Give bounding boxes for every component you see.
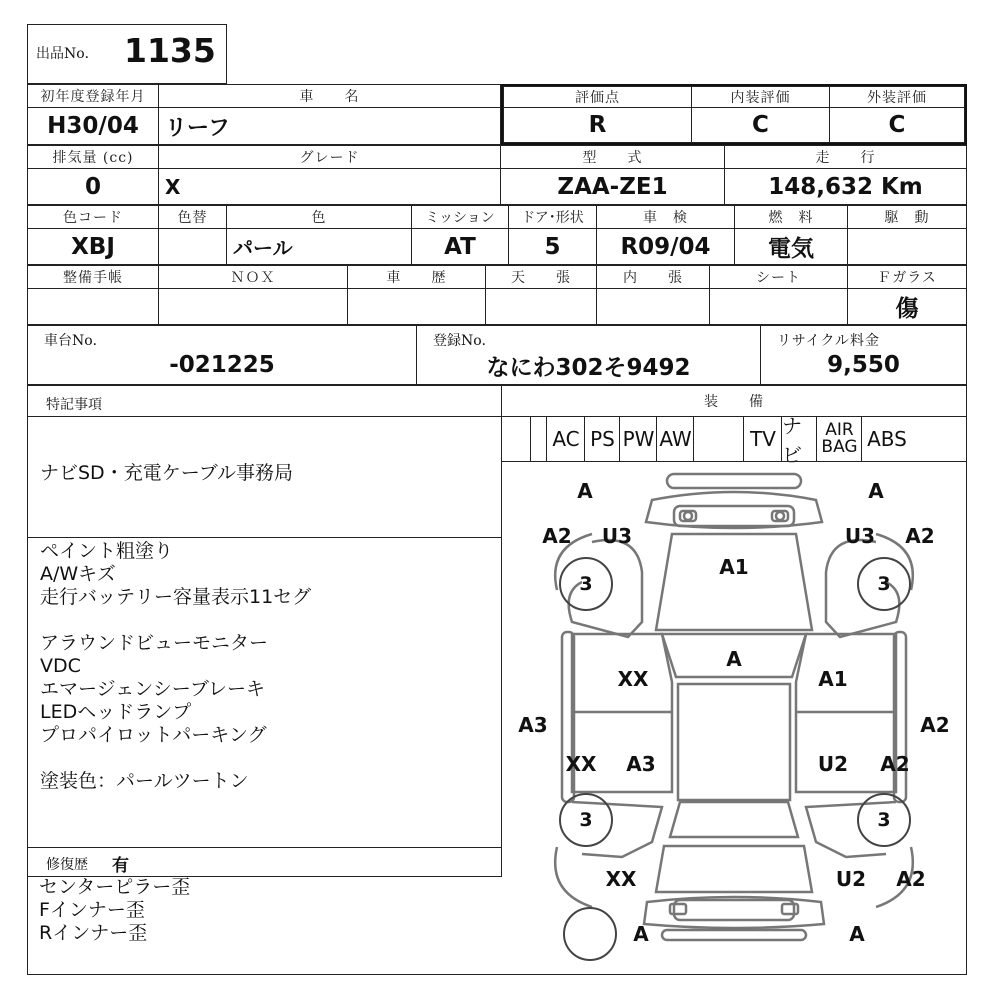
- exterior-label: 外装評価: [829, 86, 965, 108]
- spare-tire: [563, 907, 617, 961]
- equipment-item: AC: [546, 417, 585, 461]
- score-value: R: [503, 107, 692, 143]
- damage-mark: U2: [835, 867, 867, 891]
- maintenance-value: [27, 288, 159, 325]
- notes-box-2: [27, 537, 502, 848]
- damage-mark: A2: [920, 713, 950, 737]
- model-label: 型 式: [500, 145, 725, 169]
- chassis-cell: [27, 325, 417, 385]
- equipment-item: AIR BAG: [816, 417, 862, 461]
- mission-label: ミッション: [411, 205, 509, 229]
- door-value: 5: [508, 228, 597, 265]
- damage-mark: A2: [896, 867, 926, 891]
- damage-mark: U3: [844, 524, 876, 548]
- repair-label: 修復歴: [46, 857, 88, 873]
- plate-cell: [416, 325, 761, 385]
- notes-line: 塗装色：パールツートン: [40, 770, 249, 792]
- nox-label: ＮＯＸ: [158, 265, 348, 289]
- tire-mark: 3: [857, 557, 911, 611]
- lining-label: 内 張: [596, 265, 710, 289]
- equipment-item: ABS: [861, 417, 912, 461]
- notes-box-1: [27, 416, 502, 538]
- mileage-label: 走 行: [724, 145, 967, 169]
- damage-mark: A2: [542, 524, 572, 548]
- recycle-label: リサイクル料金: [777, 333, 881, 349]
- interior-label: 内装評価: [691, 86, 830, 108]
- car-name-value: リーフ: [158, 107, 501, 145]
- roof-label: 天 張: [485, 265, 597, 289]
- repair-line: センターピラー歪: [39, 876, 191, 898]
- equipment-label: 装 備: [501, 385, 967, 417]
- glass-value: 傷: [847, 288, 967, 325]
- equipment-row: [530, 414, 967, 467]
- model-value: ZAA-ZE1: [500, 168, 725, 205]
- repair-value: 有: [112, 856, 129, 876]
- interior-value: C: [691, 107, 830, 143]
- grade-value: X: [158, 168, 501, 205]
- damage-mark: A: [868, 479, 884, 503]
- nox-value: [158, 288, 348, 325]
- vehicle-diagram: [502, 462, 966, 974]
- damage-mark: A3: [518, 713, 548, 737]
- damage-mark: A2: [905, 524, 935, 548]
- equipment-item: AW: [656, 417, 694, 461]
- color-change-label: 色替: [158, 205, 227, 229]
- door-label: ドア･形状: [508, 205, 597, 229]
- equipment-item: PW: [619, 417, 657, 461]
- repair-lines: [27, 876, 190, 945]
- damage-mark: A: [633, 922, 649, 946]
- damage-mark: XX: [605, 867, 637, 891]
- damage-mark: A3: [626, 752, 656, 776]
- notes-line: プロパイロットパーキング: [40, 724, 267, 746]
- damage-mark: A1: [719, 555, 749, 579]
- plate-value: なにわ302そ9492: [486, 354, 691, 381]
- exterior-value: C: [829, 107, 965, 143]
- color-change-value: [158, 228, 227, 265]
- equipment-item: TV: [743, 417, 782, 461]
- maintenance-label: 整備手帳: [27, 265, 159, 289]
- history-value: [347, 288, 486, 325]
- tire-mark: 3: [559, 557, 613, 611]
- damage-mark: XX: [617, 667, 649, 691]
- fuel-label: 燃 料: [734, 205, 848, 229]
- recycle-value: 9,550: [827, 352, 900, 378]
- inspection-value: R09/04: [596, 228, 735, 265]
- equipment-item: PS: [584, 417, 620, 461]
- color-value: パール: [226, 228, 412, 265]
- notes-line: [28, 747, 311, 770]
- grade-label: グレード: [158, 145, 501, 169]
- drive-label: 駆 動: [847, 205, 967, 229]
- color-code-value: XBJ: [27, 228, 159, 265]
- mission-value: AT: [411, 228, 509, 265]
- seat-label: シート: [709, 265, 848, 289]
- color-code-label: 色コード: [27, 205, 159, 229]
- displacement-value: 0: [27, 168, 159, 205]
- tire-mark: 3: [559, 793, 613, 847]
- reg-year-label: 初年度登録年月: [27, 84, 159, 108]
- tire-mark: 3: [857, 793, 911, 847]
- notes-line-1: ナビSD・充電ケーブル事務局: [40, 462, 293, 484]
- lot-label: 出品No．: [36, 46, 99, 62]
- damage-mark: A1: [818, 667, 848, 691]
- damage-mark: A: [726, 647, 742, 671]
- chassis-label: 車台No．: [44, 333, 107, 349]
- repair-line: Rインナー歪: [39, 922, 148, 944]
- displacement-label: 排気量 (cc): [27, 145, 159, 169]
- equipment-item: ナビ: [781, 417, 817, 461]
- damage-mark: A: [849, 922, 865, 946]
- color-label: 色: [226, 205, 412, 229]
- repair-header: [27, 847, 502, 877]
- history-label: 車 歴: [347, 265, 486, 289]
- roof-value: [485, 288, 597, 325]
- recycle-cell: [760, 325, 967, 385]
- notes-line: アラウンドビューモニター: [40, 632, 269, 654]
- damage-mark: A: [577, 479, 593, 503]
- lot-number: 1135: [124, 31, 216, 70]
- notes-lines: [28, 540, 311, 793]
- seat-value: [709, 288, 848, 325]
- drive-value: [847, 228, 967, 265]
- damage-mark: U3: [601, 524, 633, 548]
- lining-value: [596, 288, 710, 325]
- damage-mark: A2: [880, 752, 910, 776]
- car-name-label: 車 名: [158, 84, 501, 108]
- equipment-item: [693, 417, 744, 461]
- notes-line: エマージェンシーブレーキ: [40, 678, 266, 700]
- repair-line: Fインナー歪: [39, 899, 145, 921]
- reg-year-value: H30/04: [27, 107, 159, 145]
- fuel-value: 電気: [734, 228, 848, 265]
- mileage-value: 148,632 Km: [724, 168, 967, 205]
- lot-box: [27, 24, 227, 84]
- notes-line: ペイント粗塗り: [40, 540, 174, 562]
- inspection-label: 車 検: [596, 205, 735, 229]
- score-label: 評価点: [503, 86, 692, 108]
- notes-line: LEDヘッドランプ: [40, 701, 192, 723]
- notes-line: [28, 609, 311, 632]
- equipment-item: [530, 417, 547, 461]
- damage-mark: XX: [565, 752, 597, 776]
- notes-header: [27, 385, 502, 417]
- notes-line: A/Wキズ: [40, 563, 116, 585]
- damage-mark: U2: [817, 752, 849, 776]
- notes-line: 走行バッテリー容量表示11セグ: [40, 586, 312, 608]
- plate-label: 登録No．: [433, 333, 496, 349]
- chassis-value: -021225: [169, 352, 275, 378]
- notes-line: VDC: [40, 655, 81, 677]
- notes-label: 特記事項: [46, 397, 102, 413]
- glass-label: Ｆガラス: [847, 265, 967, 289]
